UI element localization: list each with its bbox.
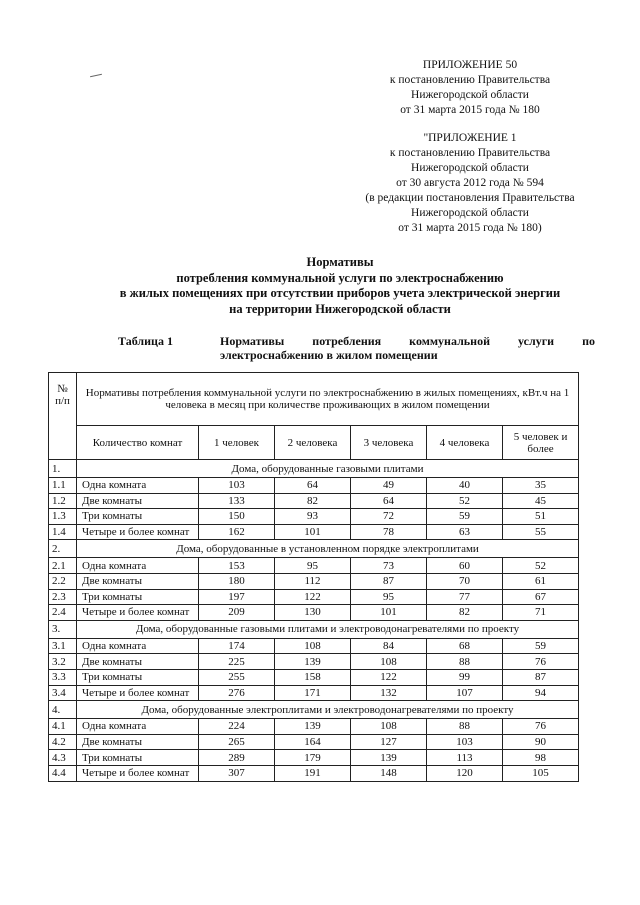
room-count-cell: Четыре и более комнат bbox=[77, 524, 199, 540]
room-count-cell: Четыре и более комнат bbox=[77, 605, 199, 621]
section-number: 1. bbox=[49, 460, 77, 478]
appendix-title: ПРИЛОЖЕНИЕ 50 bbox=[422, 59, 518, 71]
table-row bbox=[49, 558, 579, 574]
norm-value-cell: 171 bbox=[275, 685, 351, 701]
table-row bbox=[49, 765, 579, 781]
norm-value-cell: 73 bbox=[351, 558, 427, 574]
norm-value-cell: 60 bbox=[427, 558, 503, 574]
room-count-cell: Две комнаты bbox=[77, 654, 199, 670]
norm-value-cell: 139 bbox=[275, 719, 351, 735]
norm-value-cell: 103 bbox=[199, 478, 275, 494]
section-row bbox=[49, 620, 579, 638]
norm-value-cell: 139 bbox=[275, 654, 351, 670]
norm-value-cell: 71 bbox=[503, 605, 579, 621]
norm-value-cell: 108 bbox=[351, 719, 427, 735]
appendix-line: от 31 марта 2015 года № 180 bbox=[400, 104, 540, 116]
norm-value-cell: 132 bbox=[351, 685, 427, 701]
appendix-line: Нижегородской области bbox=[411, 207, 529, 219]
room-count-cell: Одна комната bbox=[77, 478, 199, 494]
norm-value-cell: 113 bbox=[427, 750, 503, 766]
norm-value-cell: 52 bbox=[427, 493, 503, 509]
row-number: 2.4 bbox=[49, 605, 77, 621]
table-row bbox=[49, 685, 579, 701]
row-number: 4.1 bbox=[49, 719, 77, 735]
document-heading bbox=[40, 255, 640, 317]
norm-value-cell: 130 bbox=[275, 605, 351, 621]
room-count-cell: Две комнаты bbox=[77, 493, 199, 509]
norm-value-cell: 78 bbox=[351, 524, 427, 540]
norm-value-cell: 162 bbox=[199, 524, 275, 540]
norm-value-cell: 84 bbox=[351, 638, 427, 654]
row-number: 3.2 bbox=[49, 654, 77, 670]
row-number: 1.3 bbox=[49, 509, 77, 525]
norm-value-cell: 197 bbox=[199, 589, 275, 605]
table-caption: Нормативы потребления коммунальной услуги по электроснабжению в жилом помещении bbox=[220, 334, 595, 362]
room-count-cell: Одна комната bbox=[77, 719, 199, 735]
norm-value-cell: 139 bbox=[351, 750, 427, 766]
table-body bbox=[49, 373, 579, 782]
room-count-cell: Четыре и более комнат bbox=[77, 765, 199, 781]
norm-value-cell: 209 bbox=[199, 605, 275, 621]
row-number: 4.4 bbox=[49, 765, 77, 781]
row-number: 4.2 bbox=[49, 734, 77, 750]
room-count-cell: Две комнаты bbox=[77, 573, 199, 589]
norm-value-cell: 88 bbox=[427, 654, 503, 670]
norm-value-cell: 103 bbox=[427, 734, 503, 750]
room-count-cell: Одна комната bbox=[77, 558, 199, 574]
table-row bbox=[49, 605, 579, 621]
norm-value-cell: 108 bbox=[275, 638, 351, 654]
num-header: № п/п bbox=[49, 373, 77, 460]
section-number: 2. bbox=[49, 540, 77, 558]
section-title: Дома, оборудованные газовыми плитами bbox=[77, 460, 579, 478]
norm-value-cell: 40 bbox=[427, 478, 503, 494]
row-number: 2.3 bbox=[49, 589, 77, 605]
table-row bbox=[49, 734, 579, 750]
norm-value-cell: 95 bbox=[351, 589, 427, 605]
section-row bbox=[49, 701, 579, 719]
room-count-cell: Три комнаты bbox=[77, 589, 199, 605]
norm-value-cell: 174 bbox=[199, 638, 275, 654]
column-header: 4 человека bbox=[427, 426, 503, 460]
norm-value-cell: 276 bbox=[199, 685, 275, 701]
norm-value-cell: 64 bbox=[351, 493, 427, 509]
norm-value-cell: 72 bbox=[351, 509, 427, 525]
section-title: Дома, оборудованные электроплитами и электроводонагревателями по проекту bbox=[77, 701, 579, 719]
norm-value-cell: 150 bbox=[199, 509, 275, 525]
norm-value-cell: 122 bbox=[275, 589, 351, 605]
norm-value-cell: 153 bbox=[199, 558, 275, 574]
norm-value-cell: 101 bbox=[275, 524, 351, 540]
section-row bbox=[49, 460, 579, 478]
norm-value-cell: 191 bbox=[275, 765, 351, 781]
norm-value-cell: 64 bbox=[275, 478, 351, 494]
room-count-cell: Две комнаты bbox=[77, 734, 199, 750]
norm-value-cell: 45 bbox=[503, 493, 579, 509]
norm-value-cell: 265 bbox=[199, 734, 275, 750]
norm-value-cell: 63 bbox=[427, 524, 503, 540]
heading-line: Нормативы bbox=[306, 255, 374, 269]
section-title: Дома, оборудованные газовыми плитами и электроводонагревателями по проекту bbox=[77, 620, 579, 638]
appendix-line: к постановлению Правительства bbox=[389, 147, 551, 159]
row-number: 4.3 bbox=[49, 750, 77, 766]
section-row bbox=[49, 540, 579, 558]
table-row bbox=[49, 589, 579, 605]
norm-value-cell: 51 bbox=[503, 509, 579, 525]
column-header: Количество комнат bbox=[77, 426, 199, 460]
norm-value-cell: 49 bbox=[351, 478, 427, 494]
column-header: 1 человек bbox=[199, 426, 275, 460]
table-row bbox=[49, 669, 579, 685]
norm-value-cell: 105 bbox=[503, 765, 579, 781]
table-row bbox=[49, 750, 579, 766]
norm-value-cell: 61 bbox=[503, 573, 579, 589]
row-number: 1.4 bbox=[49, 524, 77, 540]
room-count-cell: Четыре и более комнат bbox=[77, 685, 199, 701]
heading-line: потребления коммунальной услуги по электроснабжению bbox=[176, 270, 504, 285]
column-header: 3 человека bbox=[351, 426, 427, 460]
norm-value-cell: 120 bbox=[427, 765, 503, 781]
room-count-cell: Три комнаты bbox=[77, 509, 199, 525]
norm-value-cell: 225 bbox=[199, 654, 275, 670]
row-number: 1.1 bbox=[49, 478, 77, 494]
norm-value-cell: 70 bbox=[427, 573, 503, 589]
norm-value-cell: 67 bbox=[503, 589, 579, 605]
row-number: 2.2 bbox=[49, 573, 77, 589]
appendix-line: Нижегородской области bbox=[411, 89, 529, 101]
norm-value-cell: 76 bbox=[503, 654, 579, 670]
norm-value-cell: 122 bbox=[351, 669, 427, 685]
table-label: Таблица 1 bbox=[118, 334, 173, 348]
norm-value-cell: 55 bbox=[503, 524, 579, 540]
norm-value-cell: 108 bbox=[351, 654, 427, 670]
norm-value-cell: 77 bbox=[427, 589, 503, 605]
appendix-line: (в редакции постановления Правительства bbox=[365, 192, 575, 204]
section-number: 4. bbox=[49, 701, 77, 719]
norm-value-cell: 93 bbox=[275, 509, 351, 525]
norm-value-cell: 35 bbox=[503, 478, 579, 494]
norm-value-cell: 255 bbox=[199, 669, 275, 685]
norm-value-cell: 164 bbox=[275, 734, 351, 750]
row-number: 3.4 bbox=[49, 685, 77, 701]
appendix-line: к постановлению Правительства bbox=[389, 74, 551, 86]
scan-mark bbox=[90, 74, 102, 77]
norm-value-cell: 158 bbox=[275, 669, 351, 685]
row-number: 1.2 bbox=[49, 493, 77, 509]
appendix-line: от 30 августа 2012 года № 594 bbox=[396, 177, 544, 189]
table-row bbox=[49, 478, 579, 494]
norm-value-cell: 87 bbox=[503, 669, 579, 685]
norm-value-cell: 148 bbox=[351, 765, 427, 781]
column-header: 5 человек и более bbox=[503, 426, 579, 460]
room-count-cell: Одна комната bbox=[77, 638, 199, 654]
table-header-row bbox=[49, 373, 579, 426]
appendix-1-block bbox=[300, 131, 640, 236]
appendix-title: "ПРИЛОЖЕНИЕ 1 bbox=[423, 132, 517, 144]
appendix-line: от 31 марта 2015 года № 180) bbox=[398, 222, 542, 234]
column-header: 2 человека bbox=[275, 426, 351, 460]
norm-value-cell: 98 bbox=[503, 750, 579, 766]
norm-value-cell: 52 bbox=[503, 558, 579, 574]
norm-value-cell: 180 bbox=[199, 573, 275, 589]
norm-value-cell: 289 bbox=[199, 750, 275, 766]
table-row bbox=[49, 493, 579, 509]
norm-value-cell: 76 bbox=[503, 719, 579, 735]
norm-value-cell: 99 bbox=[427, 669, 503, 685]
table-row bbox=[49, 573, 579, 589]
table-row bbox=[49, 719, 579, 735]
norm-value-cell: 68 bbox=[427, 638, 503, 654]
heading-line: в жилых помещениях при отсутствии приборов учета электрической энергии bbox=[119, 286, 561, 300]
section-title: Дома, оборудованные в установленном порядке электроплитами bbox=[77, 540, 579, 558]
section-number: 3. bbox=[49, 620, 77, 638]
norm-value-cell: 224 bbox=[199, 719, 275, 735]
main-header: Нормативы потребления коммунальной услуги по электроснабжению в жилых помещениях, кВт.ч на 1 человека в месяц при количестве проживающих в жилом помещении bbox=[77, 373, 579, 426]
norm-value-cell: 87 bbox=[351, 573, 427, 589]
norm-value-cell: 112 bbox=[275, 573, 351, 589]
appendix-line: Нижегородской области bbox=[411, 162, 529, 174]
heading-line: на территории Нижегородской области bbox=[229, 301, 451, 316]
norm-value-cell: 59 bbox=[503, 638, 579, 654]
norm-value-cell: 59 bbox=[427, 509, 503, 525]
norm-value-cell: 95 bbox=[275, 558, 351, 574]
norm-value-cell: 82 bbox=[427, 605, 503, 621]
norm-value-cell: 307 bbox=[199, 765, 275, 781]
table-row bbox=[49, 638, 579, 654]
appendix-50-block bbox=[300, 58, 640, 118]
norm-value-cell: 88 bbox=[427, 719, 503, 735]
column-header-row bbox=[49, 426, 579, 460]
norm-value-cell: 94 bbox=[503, 685, 579, 701]
norm-value-cell: 107 bbox=[427, 685, 503, 701]
norm-value-cell: 133 bbox=[199, 493, 275, 509]
room-count-cell: Три комнаты bbox=[77, 750, 199, 766]
table-row bbox=[49, 524, 579, 540]
room-count-cell: Три комнаты bbox=[77, 669, 199, 685]
table-row bbox=[49, 654, 579, 670]
row-number: 3.1 bbox=[49, 638, 77, 654]
row-number: 3.3 bbox=[49, 669, 77, 685]
norms-table bbox=[48, 372, 579, 782]
table-row bbox=[49, 509, 579, 525]
norm-value-cell: 82 bbox=[275, 493, 351, 509]
row-number: 2.1 bbox=[49, 558, 77, 574]
norm-value-cell: 179 bbox=[275, 750, 351, 766]
norm-value-cell: 90 bbox=[503, 734, 579, 750]
norm-value-cell: 127 bbox=[351, 734, 427, 750]
norm-value-cell: 101 bbox=[351, 605, 427, 621]
